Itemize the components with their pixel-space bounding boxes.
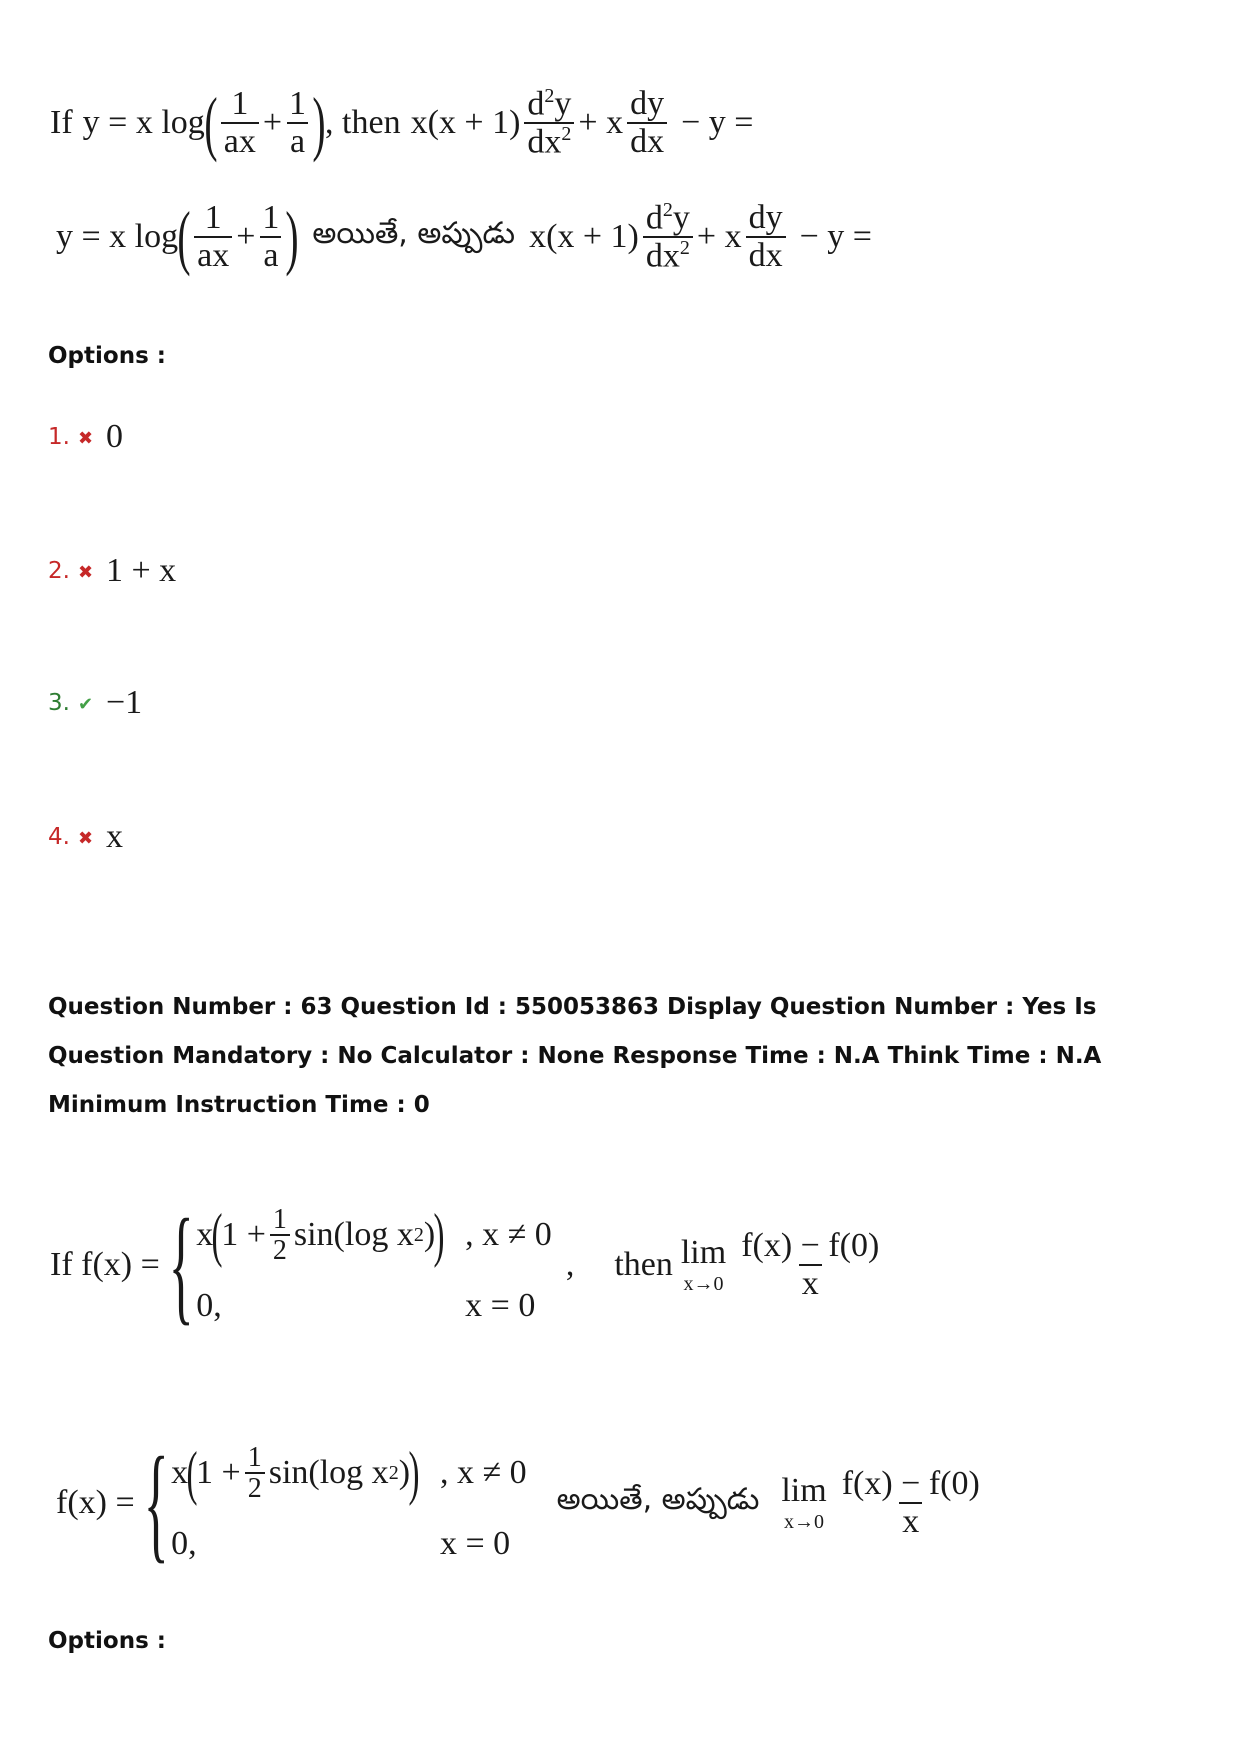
fraction-1-over-a: $\frac{1}{a}$: [286, 86, 309, 159]
second-derivative: $\frac{d^2y}{dx^2}$: [524, 86, 574, 160]
option-3[interactable]: 3. ✔ −1: [48, 684, 143, 721]
question-meta: Question Number : 63 Question Id : 550053863 Display Question Number : Yes Is Question Mandatory : No Calculator : None Response Time : N.A Think Time : N.A Minimum Instruction Time : 0: [48, 994, 1102, 1118]
wrong-icon: ✖: [78, 428, 94, 449]
limit-operator: lim x→0: [680, 1234, 727, 1295]
options-label: Options :: [48, 1628, 166, 1654]
left-brace: {: [168, 1193, 194, 1337]
lhs-term: x(x + 1): [410, 104, 521, 141]
telugu-then-text: అయితే, అప్పుడు: [312, 216, 516, 251]
options-label: Options :: [48, 343, 166, 369]
q63-equation-te: f(x) = { x ( 1 + $\frac{1}{2}$ sin(log x 2 ) ) , x ≠ 0 0, x = 0 అయితే, అప్పుడు lim x→0 $\frac{f(x) - f(0)}{x}$: [56, 1431, 980, 1575]
piecewise-cases: x ( 1 + $\frac{1}{2}$ sin(log x 2 ) ) , x ≠ 0 0, x = 0: [196, 1202, 552, 1325]
q62-equation-en: If y = x log ( $\frac{1}{ax}$ + $\frac{1}{a}$ ) , then x(x + 1) $\frac{d^2y}{dx^2}$ + x $\frac{dy}{dx}$ − y =: [50, 83, 754, 163]
option-4[interactable]: 4. ✖ x: [48, 818, 123, 855]
limit-fraction: $\frac{f(x) - f(0)}{x}$: [741, 1227, 880, 1302]
wrong-icon: ✖: [78, 562, 94, 583]
option-1[interactable]: 1. ✖ 0: [48, 418, 123, 455]
fraction-1-over-ax: $\frac{1}{ax}$: [221, 86, 259, 159]
telugu-then-text: అయితే, అప్పుడు: [556, 1482, 760, 1517]
option-2[interactable]: 2. ✖ 1 + x: [48, 552, 177, 589]
wrong-icon: ✖: [78, 828, 94, 849]
check-icon: ✔: [78, 694, 94, 715]
left-paren: (: [204, 83, 218, 163]
q63-equation-en: If f(x) = { x ( 1 + $\frac{1}{2}$ sin(log x 2 ) ) , x ≠ 0 0, x = 0 , then lim x→0 $\frac{f(x) - f(0)}{x}$: [50, 1180, 886, 1350]
first-derivative: $\frac{dy}{dx}$: [627, 86, 667, 159]
right-paren: ): [312, 83, 326, 163]
y-expression: y = x log: [56, 218, 179, 255]
then-label: , then: [325, 104, 401, 141]
if-label: If: [50, 104, 73, 141]
y-expression: y = x log: [82, 104, 205, 141]
q62-equation-te: y = x log ( $\frac{1}{ax}$ + $\frac{1}{a}$ ) అయితే, అప్పుడు x(x + 1) $\frac{d^2y}{dx^2}$ + x $\frac{dy}{dx}$ − y =: [56, 197, 872, 277]
